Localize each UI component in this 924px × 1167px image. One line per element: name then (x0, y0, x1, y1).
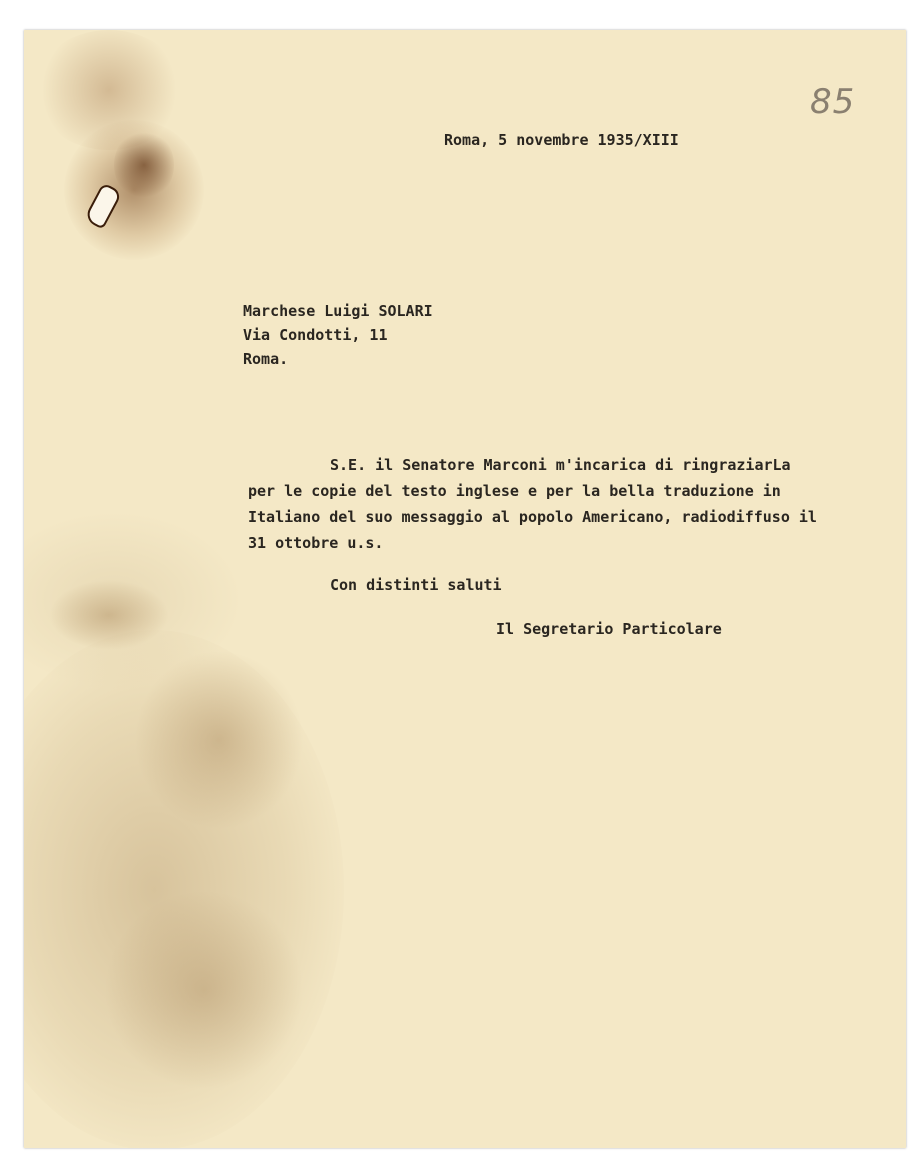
body-line: 31 ottobre u.s. (248, 534, 384, 552)
signature-title: Il Segretario Particolare (496, 620, 722, 638)
body-line: Italiano del suo messaggio al popolo Americano, radiodiffuso il (248, 508, 817, 526)
burn-stain (114, 130, 174, 200)
water-stain (49, 580, 169, 650)
recipient-name: Marchese Luigi SOLARI (243, 302, 433, 320)
letter-sheet (24, 30, 906, 1148)
burn-stain (64, 120, 204, 260)
recipient-street: Via Condotti, 11 (243, 326, 388, 344)
water-stain (134, 650, 304, 830)
body-line: S.E. il Senatore Marconi m'incarica di ringraziarLa (330, 456, 791, 474)
water-stain (104, 890, 304, 1090)
closing: Con distinti saluti (330, 576, 502, 594)
water-stain (24, 630, 344, 1148)
date-line: Roma, 5 novembre 1935/XIII (444, 131, 679, 149)
burn-stain (34, 30, 184, 150)
burn-hole (83, 182, 122, 229)
recipient-city: Roma. (243, 350, 289, 368)
archive-number: 85 (810, 82, 856, 122)
body-line: per le copie del testo inglese e per la bella traduzione in (248, 482, 781, 500)
water-stain (24, 510, 244, 690)
